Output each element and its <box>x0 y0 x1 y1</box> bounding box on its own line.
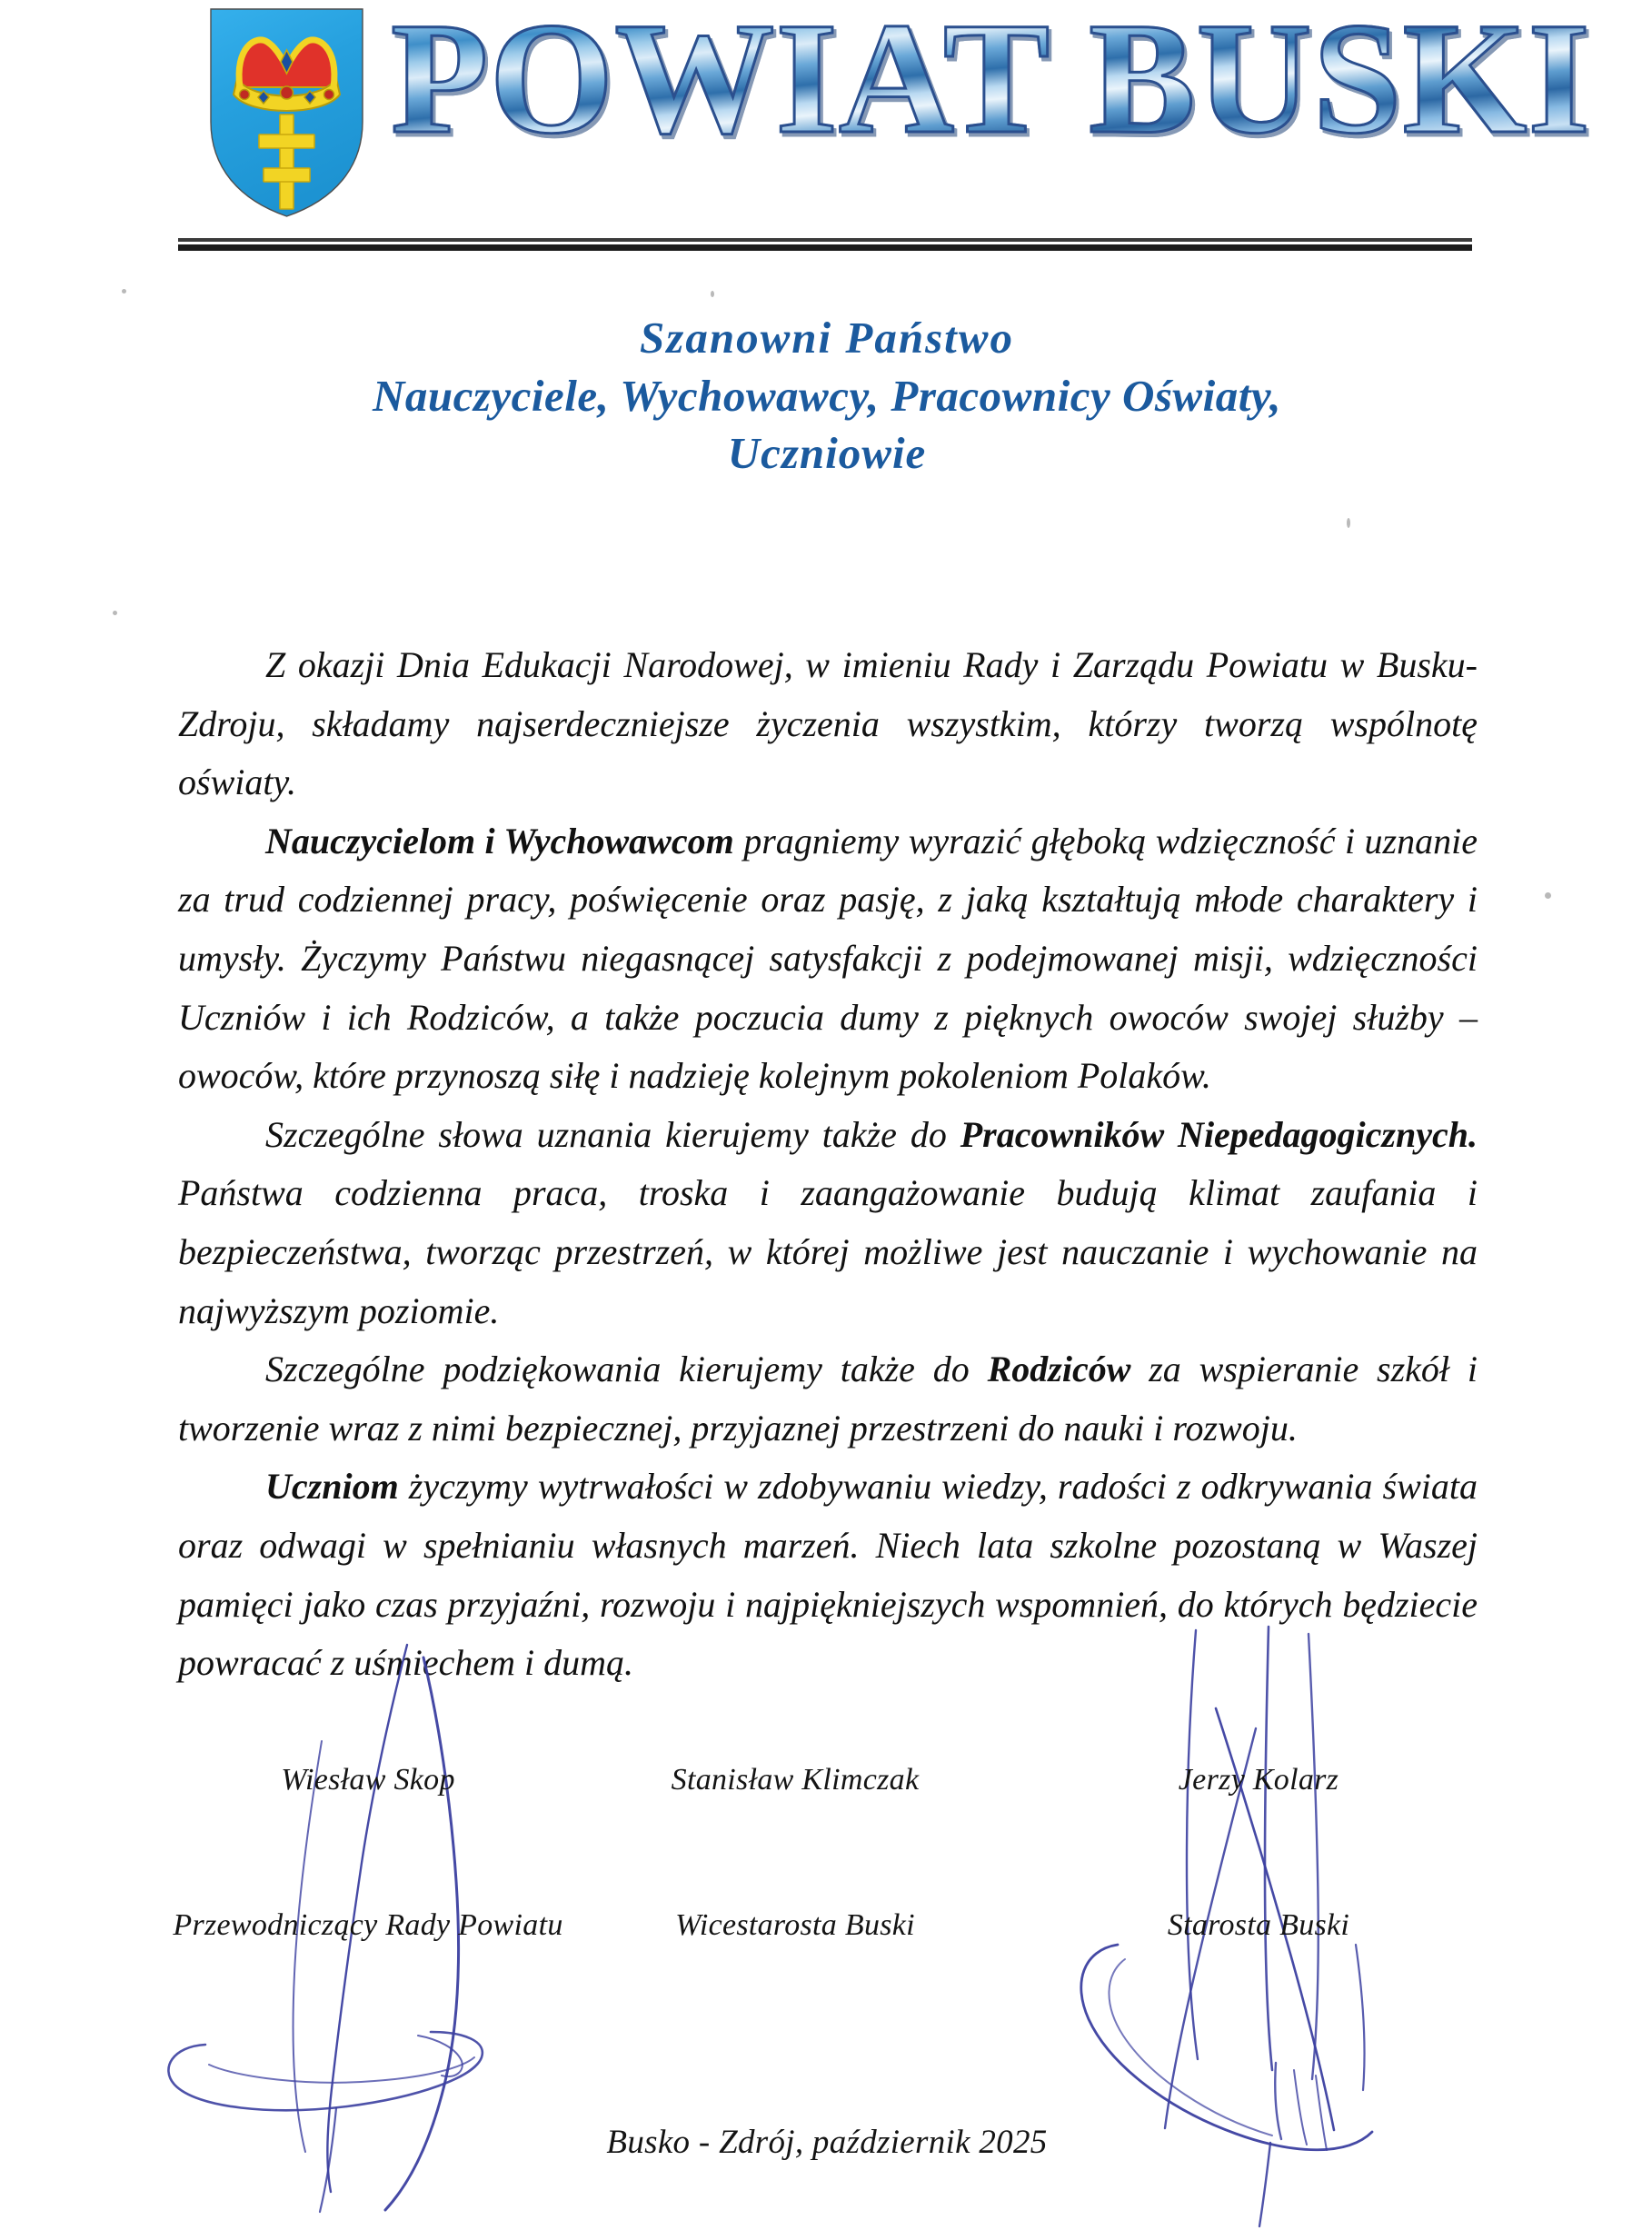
salutation-line-1: Szanowni Państwo <box>640 313 1014 363</box>
scan-speck <box>113 611 117 615</box>
wordmark <box>391 0 1591 168</box>
body-paragraph <box>178 1458 1478 1692</box>
signature-name-2: Stanisław Klimczak <box>671 1763 920 1797</box>
signature-block-1 <box>173 1763 563 1942</box>
signature-title-1: Przewodniczący Rady Powiatu <box>173 1908 563 1942</box>
place-and-date: Busko - Zdrój, październik 2025 <box>606 2124 1048 2161</box>
wordmark-text: POWIAT BUSKI <box>391 0 1591 168</box>
body-emphasis: Nauczycielom i Wychowawcom <box>265 820 734 861</box>
body-text: pragniemy wyrazić głęboką wdzięczność i uznanie za trud codziennej pracy, poświęcenie oraz pasję, z jaką kształtują młode charaktery i umysły. Życzymy Państwu niegasnącej satysfakcji z podejmowanej misji, wdzięczności Uczniów i ich Rodziców, a także poczucia dumy z pięknych owoców swojej służby – owoców, które przynoszą siłę i nadzieję kolejnym pokoleniom Polaków. <box>178 820 1478 1097</box>
scan-speck <box>1347 518 1350 528</box>
divider-line-bottom <box>178 244 1472 251</box>
header-divider <box>178 238 1472 251</box>
body-paragraph <box>178 1340 1478 1458</box>
body-text: za wspieranie szkół i tworzenie wraz z nimi bezpiecznej, przyjaznej przestrzeni do nauki i rozwoju. <box>178 1349 1478 1449</box>
body-text: życzymy wytrwałości w zdobywaniu wiedzy, radości z odkrywania świata oraz odwagi w spełnianiu własnych marzeń. Niech lata szkolne pozostaną w Waszej pamięci jako czas przyjaźni, rozwoju i najpiękniejszych wspomnień, do których będziecie powracać z uśmiechem i dumą. <box>178 1466 1478 1684</box>
body-emphasis: Rodziców <box>987 1349 1131 1390</box>
signature-title-3: Starosta Buski <box>1167 1908 1350 1942</box>
salutation-block <box>164 309 1490 483</box>
body-text: Z okazji Dnia Edukacji Narodowej, w imieniu Rady i Zarządu Powiatu w Busku-Zdroju, składamy najserdeczniejsze życzenia wszystkim, którzy tworzą wspólnotę oświaty. <box>178 644 1478 803</box>
signature-block-2 <box>600 1763 990 1942</box>
scan-speck <box>711 291 714 297</box>
scan-speck <box>122 289 126 294</box>
divider-line-top <box>178 238 1472 242</box>
signature-name-1: Wiesław Skop <box>281 1763 455 1797</box>
signature-name-3: Jerzy Kolarz <box>1178 1763 1339 1797</box>
salutation-line-2: Nauczyciele, Wychowawcy, Pracownicy Oświaty, <box>372 370 1282 421</box>
letter-body <box>178 636 1478 1693</box>
body-text: Szczególne podziękowania kierujemy także do <box>265 1349 988 1390</box>
signature-row <box>154 1763 1508 1981</box>
body-paragraph <box>178 1106 1478 1340</box>
body-paragraph <box>178 812 1478 1106</box>
body-emphasis: Uczniom <box>265 1466 399 1508</box>
body-paragraph <box>178 636 1478 812</box>
scan-speck <box>1545 892 1551 899</box>
coat-of-arms-icon <box>207 7 366 218</box>
body-text: Szczególne słowa uznania kierujemy także do <box>265 1113 960 1155</box>
signature-block-3 <box>1063 1763 1454 1942</box>
signature-title-2: Wicestarosta Buski <box>675 1908 915 1942</box>
salutation-line-3: Uczniowie <box>727 428 927 479</box>
letterhead <box>0 0 1652 232</box>
body-text: Państwa codzienna praca, troska i zaangażowanie budują klimat zaufania i bezpieczeństwa, tworząc przestrzeń, w której możliwe jest nauczanie i wychowanie na najwyższym poziomie. <box>178 1172 1478 1331</box>
body-emphasis: Pracowników Niepedagogicznych. <box>960 1113 1478 1155</box>
